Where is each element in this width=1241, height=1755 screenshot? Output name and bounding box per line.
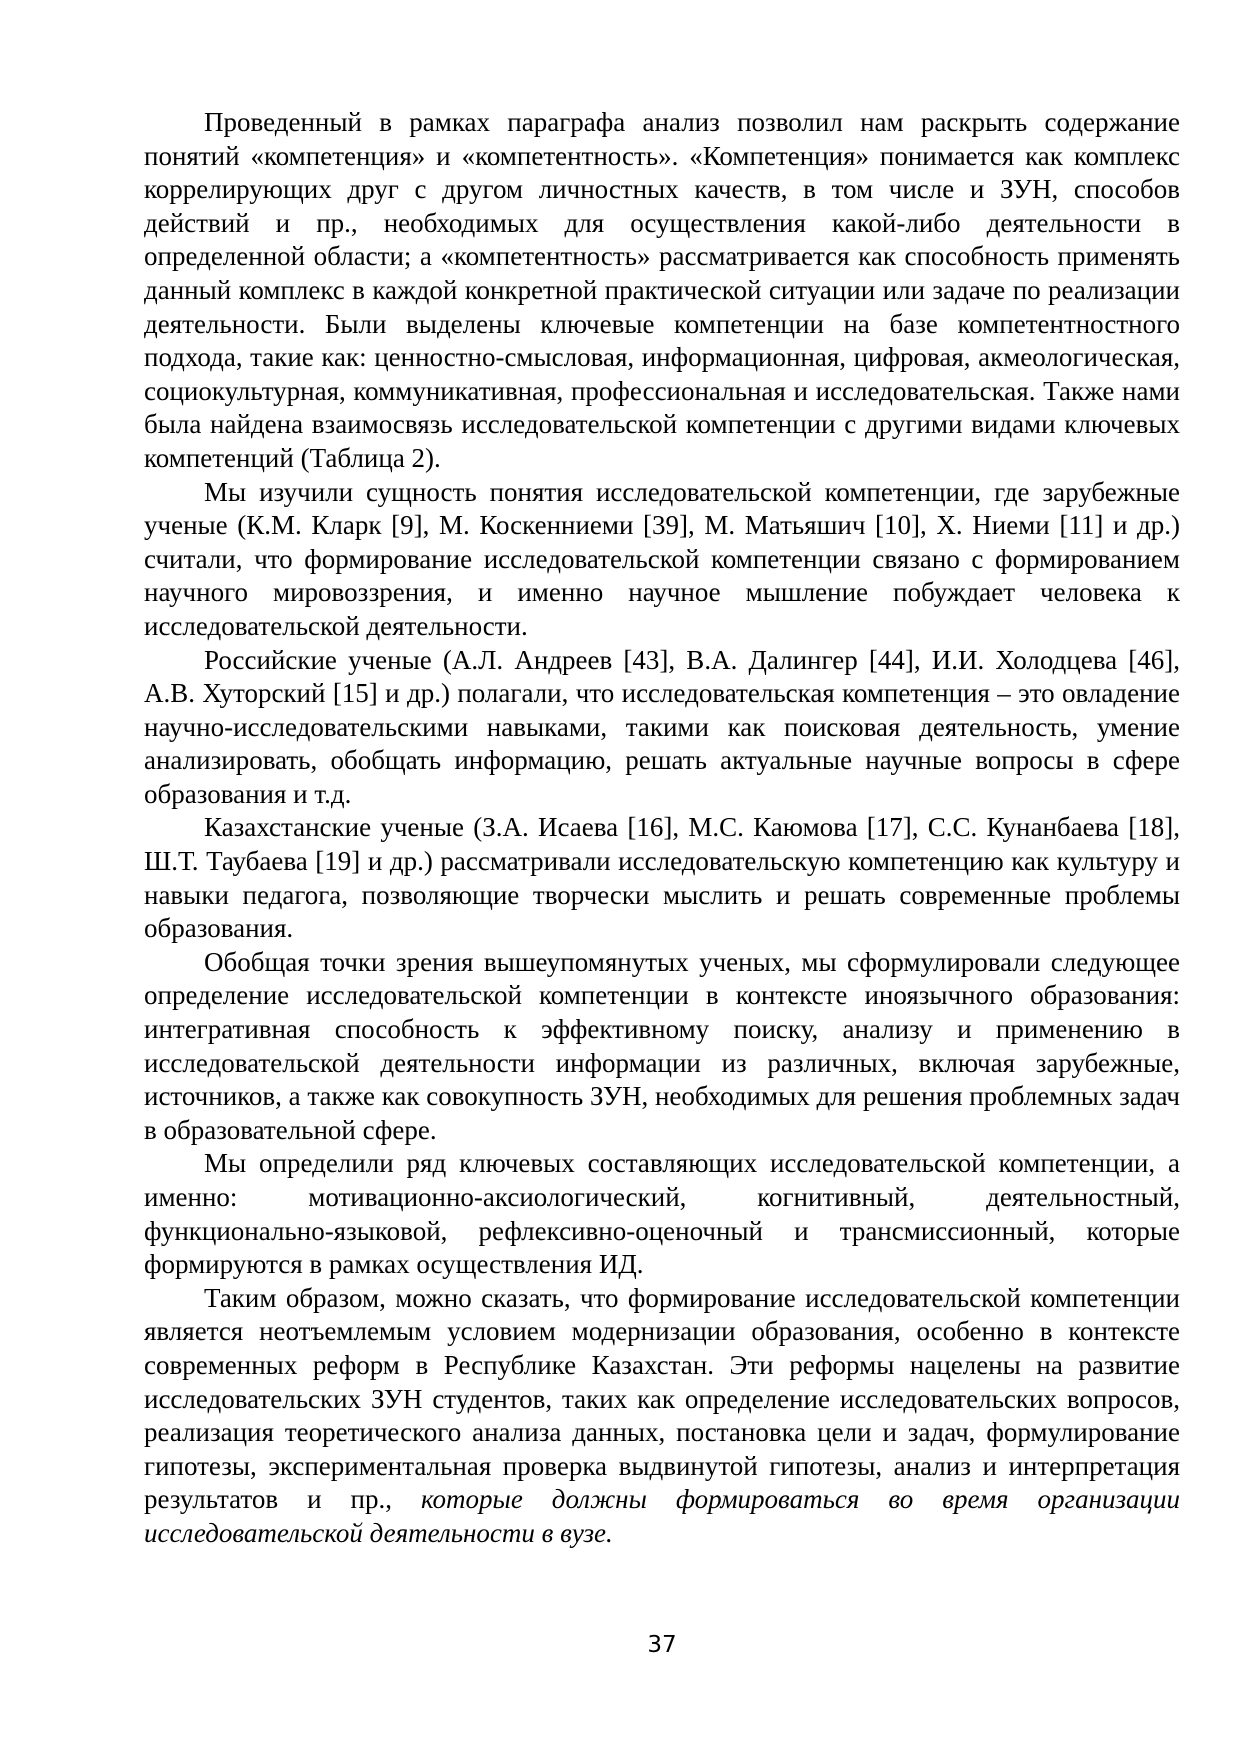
paragraph-4: Казахстанские ученые (З.А. Исаева [16], М.С. Каюмова [17], С.С. Кунанбаева [18], Ш.Т. Таубаева [19] и др.) рассматривали исследовательскую компетенцию как культуру и навыки педагога, позволяющие творчески мыслить и решать современные проблемы образования. bbox=[144, 812, 1180, 944]
page-number: 37 bbox=[647, 1632, 677, 1658]
paragraph-7-regular-text: Таким образом, можно сказать, что формирование исследовательской компетенции является неотъемлемым условием модернизации образования, особенно в контексте современных реформ в Республике Казахстан. Эти реформы нацелены на развитие исследовательских ЗУН студентов, таких как определение исследовательских вопросов, реализация теоретического анализа данных, постановка цели и задач, формулирование гипотезы, экспериментальная проверка выдвинутой гипотезы, анализ и интерпретация результатов и пр., bbox=[144, 1282, 1180, 1515]
paragraph-3: Российские ученые (А.Л. Андреев [43], В.А. Далингер [44], И.И. Холодцева [46], А.В. Хуторский [15] и др.) полагали, что исследовательская компетенция – это овладение научно-исследовательскими навыками, такими как поисковая деятельность, умение анализировать, обобщать информацию, решать актуальные научные вопросы в сфере образования и т.д. bbox=[144, 644, 1180, 809]
paragraph-5: Обобщая точки зрения вышеупомянутых ученых, мы сформулировали следующее определение исследовательской компетенции в контексте иноязычного образования: интегративная способность к эффективному поиску, анализу и применению в исследовательской деятельности информации из различных, включая зарубежные, источников, а также как совокупность ЗУН, необходимых для решения проблемных задач в образовательной сфере. bbox=[144, 946, 1180, 1145]
paragraph-1: Проведенный в рамках параграфа анализ позволил нам раскрыть содержание понятий «компетенция» и «компетентность». «Компетенция» понимается как комплекс коррелирующих друг с другом личностных качеств, в том числе и ЗУН, способов действий и пр., необходимых для осуществления какой-либо деятельности в определенной области; а «компетентность» рассматривается как способность применять данный комплекс в каждой конкретной практической ситуации или задаче по реализации деятельности. Были выделены ключевые компетенции на базе компетентностного подхода, такие как: ценностно-смысловая, информационная, цифровая, акмеологическая, социокультурная, коммуникативная, профессиональная и исследовательская. Также нами была найдена взаимосвязь исследовательской компетенции с другими видами ключевых компетенций (Таблица 2). bbox=[144, 107, 1180, 473]
paragraph-6: Мы определили ряд ключевых составляющих исследовательской компетенции, а именно: мотивационно-аксиологический, когнитивный, деятельностный, функционально-языковой, рефлексивно-оценочный и трансмиссионный, которые формируются в рамках осуществления ИД. bbox=[144, 1148, 1180, 1280]
paragraph-7 bbox=[144, 1282, 1180, 1551]
body-text bbox=[144, 106, 1180, 1551]
paragraph-2: Мы изучили сущность понятия исследовательской компетенции, где зарубежные ученые (К.М. Кларк [9], М. Коскенниеми [39], М. Матьяшич [10], Х. Ниеми [11] и др.) считали, что формирование исследовательской компетенции связано с формированием научного мировоззрения, и именно научное мышление побуждает человека к исследовательской деятельности. bbox=[144, 476, 1180, 641]
paragraph-7-italic-text: которые должны формироваться во время организации исследовательской деятельности в вузе. bbox=[144, 1484, 1180, 1548]
